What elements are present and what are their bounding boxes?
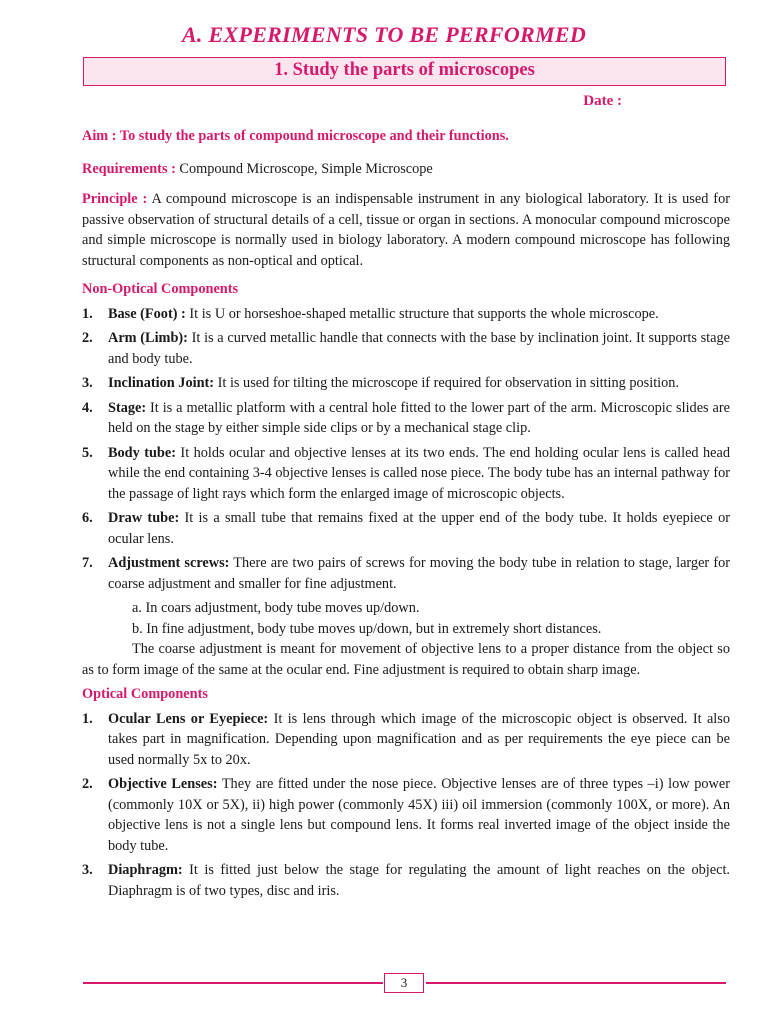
item-term: Base (Foot) : xyxy=(108,305,186,322)
list-item xyxy=(82,443,730,505)
item-number: 1. xyxy=(82,710,93,727)
list-item xyxy=(82,774,730,856)
item-number: 2. xyxy=(82,776,93,792)
item-term: Inclination Joint: xyxy=(108,375,215,391)
adjustment-continuation: The coarse adjustment is meant for movement of objective lens to a proper distance from the object so as to form image of the same at the ocular end. Fine adjustment is required to obtain sharp image. xyxy=(82,641,730,678)
item-term: Ocular Lens or Eyepiece: xyxy=(108,710,269,727)
sub-item-a: a. In coars adjustment, body tube moves up/down. xyxy=(132,600,420,616)
sub-item-b: b. In fine adjustment, body tube moves up/down, but in extremely short distances. xyxy=(132,620,602,637)
principle-text: A compound microscope is an indispensable instrument in any biological laboratory. It is used for passive observation of structural details of a cell, tissue or organ in sections. A monocular compound microscope and simple microscope is normally used in biology laboratory. A modern compound microscope has following structural components as non-optical and optical. xyxy=(82,191,730,269)
non-optical-heading: Non-Optical Components xyxy=(82,281,239,297)
item-text: It holds ocular and objective lenses at its two ends. The end holding ocular lens is called head while the end containing 3-4 objective lenses is called nose piece. The body tube has an internal pathway for the passage of light rays which form the enlarged image of microscopic objects. xyxy=(108,444,730,502)
item-number: 3. xyxy=(82,375,93,391)
date-label: Date : xyxy=(583,93,622,109)
item-term: Objective Lenses: xyxy=(108,776,218,792)
item-term: Body tube: xyxy=(108,444,176,461)
item-text: They are fitted under the nose piece. Objective lenses are of three types –i) low power (commonly 10X or 5X), ii) high power (commonly 45X) iii) oil immersion (commonly 100X, or more). An objective lens is not a single lens but compound lens. It forms real inverted image of the object inside the body tube. xyxy=(108,776,730,854)
item-number: 6. xyxy=(82,510,93,526)
item-number: 1. xyxy=(82,305,93,322)
principle-paragraph xyxy=(82,189,730,271)
item-text: It is used for tilting the microscope if required for observation in sitting position. xyxy=(214,375,680,391)
requirements-label: Requirements : xyxy=(82,160,176,177)
item-term: Draw tube: xyxy=(108,510,180,526)
item-term: Stage: xyxy=(108,399,147,416)
item-term: Adjustment screws: xyxy=(108,555,230,571)
main-content xyxy=(82,126,730,905)
list-item xyxy=(82,373,730,394)
list-item xyxy=(82,508,730,549)
principle-label: Principle : xyxy=(82,191,148,207)
list-item xyxy=(82,304,730,325)
page-number: 3 xyxy=(384,973,424,993)
optical-heading: Optical Components xyxy=(82,686,208,702)
item-text: It is a metallic platform with a central hole fitted to the lower part of the arm. Microscopic slides are held on the stage by either simple side clips or by a mechanical stage clip. xyxy=(108,399,730,436)
item-number: 7. xyxy=(82,555,93,571)
item-text: There are two pairs of screws for moving the body tube in relation to stage, larger for coarse adjustment and smaller for fine adjustment. xyxy=(108,555,730,592)
item-number: 3. xyxy=(82,862,93,878)
list-item xyxy=(82,328,730,369)
item-number: 5. xyxy=(82,444,93,461)
item-text: It is fitted just below the stage for regulating the amount of light reaches on the object. Diaphragm is of two types, disc and iris. xyxy=(108,862,730,899)
list-item xyxy=(82,553,730,594)
optical-list xyxy=(82,709,730,902)
list-item xyxy=(82,398,730,439)
aim-text: Aim : To study the parts of compound microscope and their functions. xyxy=(82,128,509,144)
item-term: Arm (Limb): xyxy=(108,330,188,346)
item-text: It is a small tube that remains fixed at the upper end of the body tube. It holds eyepiece or ocular lens. xyxy=(108,510,730,547)
item-text: It is U or horseshoe-shaped metallic structure that supports the whole microscope. xyxy=(185,305,659,322)
footer-rule-left xyxy=(83,982,383,984)
footer-rule-right xyxy=(426,982,726,984)
list-item xyxy=(82,860,730,901)
item-text: It is lens through which image of the microscopic object is observed. It also takes part in magnification. Depending upon magnification and as per requirements the eye piece can be used normally 5x to 20x. xyxy=(108,710,730,768)
item-text: It is a curved metallic handle that connects with the base by inclination joint. It supports stage and body tube. xyxy=(108,330,730,367)
non-optical-list xyxy=(82,304,730,595)
item-number: 2. xyxy=(82,330,93,346)
item-term: Diaphragm: xyxy=(108,862,183,878)
section-title: A. EXPERIMENTS TO BE PERFORMED xyxy=(181,22,587,47)
requirements-text: Compound Microscope, Simple Microscope xyxy=(175,160,433,177)
experiment-title: 1. Study the parts of microscopes xyxy=(274,60,535,80)
page-footer xyxy=(83,973,726,993)
requirements-paragraph xyxy=(82,159,730,180)
list-item xyxy=(82,709,730,771)
item-number: 4. xyxy=(82,399,93,416)
